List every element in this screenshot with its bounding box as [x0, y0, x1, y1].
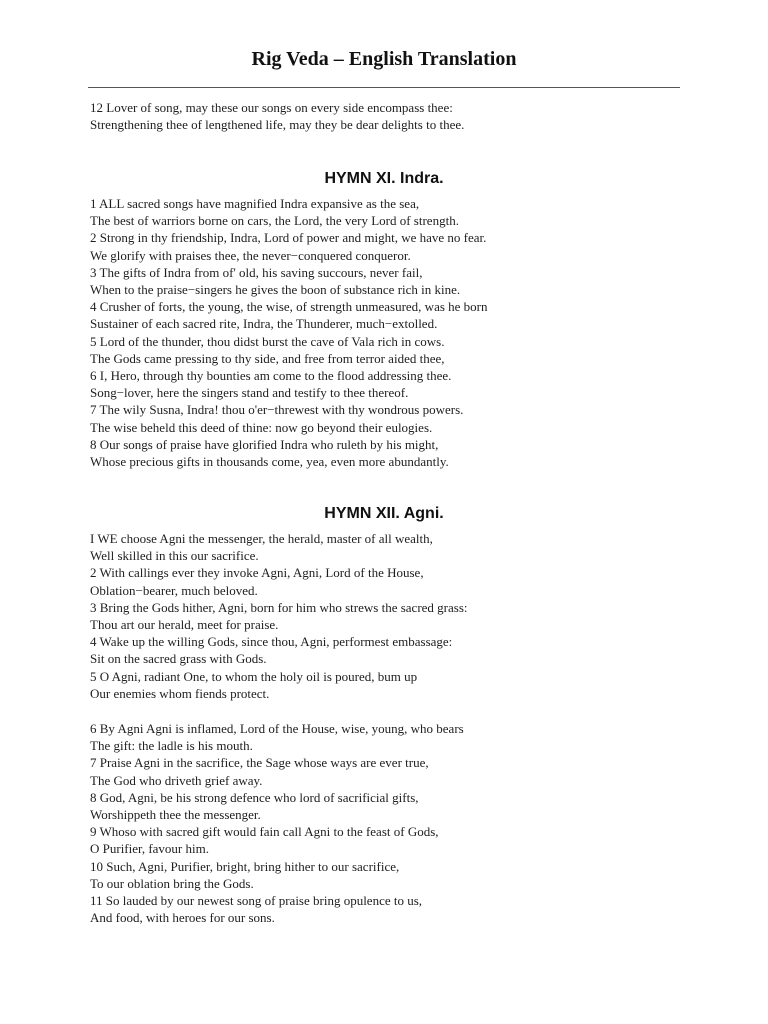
verse-line: 5 O Agni, radiant One, to whom the holy oil is poured, bum up	[90, 668, 418, 684]
verse-line: The God who driveth grief away.	[90, 772, 263, 788]
verse-line: 3 Bring the Gods hither, Agni, born for him who strews the sacred grass:	[90, 599, 468, 615]
verse-line: I WE choose Agni the messenger, the herald, master of all wealth,	[90, 531, 433, 546]
verse-line: We glorify with praises thee, the never−conquered conqueror.	[90, 247, 411, 263]
title-divider	[88, 87, 680, 88]
verse-line: 4 Wake up the willing Gods, since thou, Agni, performest embassage:	[90, 634, 453, 650]
verse-line: 11 So lauded by our newest song of praise bring opulence to us,	[90, 893, 423, 909]
verse-line: To our oblation bring the Gods.	[90, 875, 254, 891]
hymn-xii-verses-continued	[90, 720, 690, 926]
verse-line: 2 With callings ever they invoke Agni, Agni, Lord of the House,	[90, 565, 424, 581]
verse-line: Worshippeth thee the messenger.	[90, 807, 261, 823]
verse-line: The wise beheld this deed of thine: now go beyond their eulogies.	[90, 419, 433, 435]
verse-line: Well skilled in this our sacrifice.	[90, 548, 259, 564]
verse-line: Strengthening thee of lengthened life, may they be dear delights to thee.	[90, 117, 465, 133]
verse-line: The gift: the ladle is his mouth.	[90, 738, 253, 754]
verse-line: 6 I, Hero, through thy bounties am come to the flood addressing thee.	[90, 368, 452, 384]
verse-line: 6 By Agni Agni is inflamed, Lord of the House, wise, young, who bears	[90, 721, 464, 736]
verse-line: The Gods came pressing to thy side, and free from terror aided thee,	[90, 350, 445, 366]
hymn-xi-verses	[90, 195, 690, 470]
verse-line: Oblation−bearer, much beloved.	[90, 582, 258, 598]
verse-line: 2 Strong in thy friendship, Indra, Lord of power and might, we have no fear.	[90, 230, 487, 246]
verse-line: 8 God, Agni, be his strong defence who lord of sacrificial gifts,	[90, 789, 419, 805]
verse-line: 7 The wily Susna, Indra! thou o'er−threwest with thy wondrous powers.	[90, 402, 464, 418]
verse-line: Whose precious gifts in thousands come, yea, even more abundantly.	[90, 454, 449, 470]
hymn-xii-heading: HYMN XII. Agni.	[324, 505, 444, 522]
verse-line: The best of warriors borne on cars, the Lord, the very Lord of strength.	[90, 213, 459, 229]
verse-line: O Purifier, favour him.	[90, 841, 209, 857]
verse-line: Our enemies whom fiends protect.	[90, 685, 270, 701]
verse-line: Thou art our herald, meet for praise.	[90, 617, 279, 633]
verse-line: 9 Whoso with sacred gift would fain call Agni to the feast of Gods,	[90, 824, 439, 840]
verse-line: 8 Our songs of praise have glorified Indra who ruleth by his might,	[90, 436, 439, 452]
intro-verses	[90, 99, 690, 133]
verse-line: Song−lover, here the singers stand and testify to thee thereof.	[90, 385, 409, 401]
verse-line: 4 Crusher of forts, the young, the wise, of strength unmeasured, was he born	[90, 299, 488, 315]
verse-line: 7 Praise Agni in the sacrifice, the Sage whose ways are ever true,	[90, 755, 429, 771]
verse-line: Sustainer of each sacred rite, Indra, the Thunderer, much−extolled.	[90, 316, 438, 332]
verse-line: When to the praise−singers he gives the boon of substance rich in kine.	[90, 282, 461, 298]
verse-line: 5 Lord of the thunder, thou didst burst the cave of Vala rich in cows.	[90, 333, 445, 349]
verse-line: 10 Such, Agni, Purifier, bright, bring hither to our sacrifice,	[90, 858, 400, 874]
verse-line: 1 ALL sacred songs have magnified Indra expansive as the sea,	[90, 196, 420, 211]
verse-line: And food, with heroes for our sons.	[90, 910, 275, 926]
hymn-xi-heading: HYMN XI. Indra.	[324, 170, 444, 187]
hymn-xii-verses	[90, 530, 690, 702]
verse-line: Sit on the sacred grass with Gods.	[90, 651, 267, 667]
verse-line: 3 The gifts of Indra from of' old, his saving succours, never fail,	[90, 264, 423, 280]
verse-line: 12 Lover of song, may these our songs on every side encompass thee:	[90, 100, 453, 115]
page-title: Rig Veda – English Translation	[251, 48, 517, 70]
